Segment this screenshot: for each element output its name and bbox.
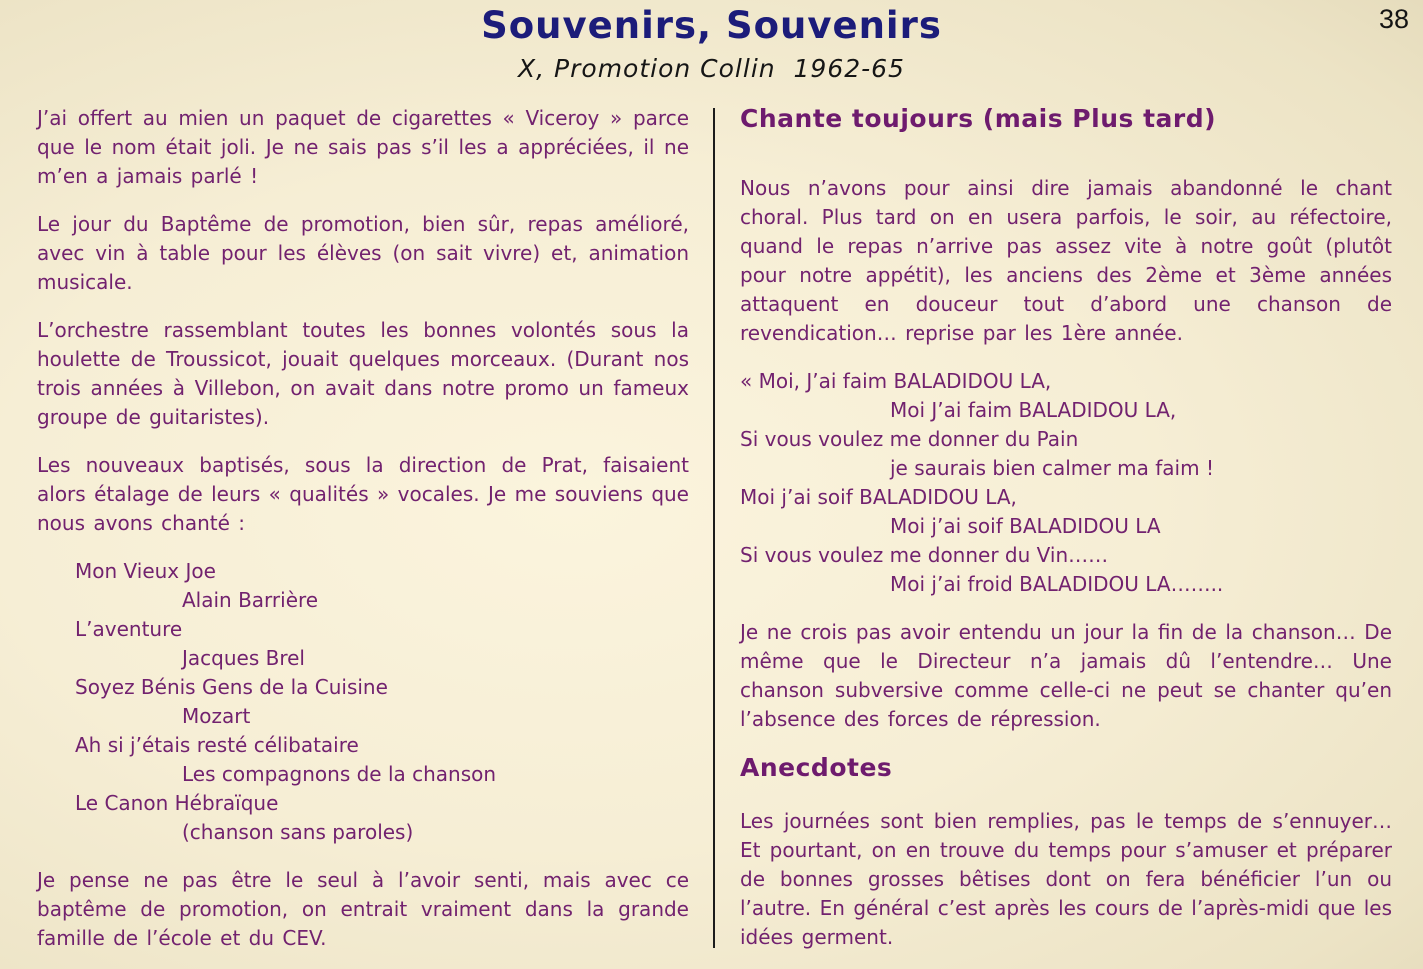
lyric-line: Moi J’ai faim BALADIDOU LA, (890, 398, 1177, 422)
page-title: Souvenirs, Souvenirs (481, 4, 942, 47)
section-heading-anecdotes: Anecdotes (740, 753, 893, 782)
page-number: 38 (1378, 4, 1409, 34)
song-lyrics (740, 367, 1392, 599)
paragraph-orchestre: L’orchestre rassemblant toutes les bonnes volontés sous la houlette de Troussicot, jouait quelques morceaux. (Durant nos trois années à Villebon, on avait dans notre promo un fameux groupe de guitaristes). (37, 318, 689, 429)
paragraph-nouveaux-baptises: Les nouveaux baptisés, sous la direction de Prat, faisaient alors étalage de leurs « qualités » vocales. Je me souviens que nous avons chanté : (37, 453, 689, 535)
song-title: Mon Vieux Joe (75, 559, 216, 583)
paragraph-bapteme: Le jour du Baptême de promotion, bien sûr, repas amélioré, avec vin à table pour les élèves (on sait vivre) et, animation musicale. (37, 212, 689, 294)
paragraph-journees: Les journées sont bien remplies, pas le temps de s’ennuyer… Et pourtant, on en trouve du temps pour s’amuser et préparer de bonnes grosses bêtises dont on fera bénéficier l’un ou l’autre. En général c’est après les cours de l’après-midi que les idées germent. (740, 809, 1392, 949)
paragraph-fin-chanson: Je ne crois pas avoir entendu un jour la fin de la chanson… De même que le Directeur n’a jamais dû l’entendre… Une chanson subversive comme celle-ci ne peut se chanter qu’en l’absence des forces de répression. (740, 620, 1392, 731)
paragraph-cigarettes: J’ai offert au mien un paquet de cigarettes « Viceroy » parce que le nom était joli. Je ne sais pas s’il les a appréciées, il ne m’en a jamais parlé ! (37, 106, 689, 188)
lyric-line: « Moi, J’ai faim BALADIDOU LA, (740, 369, 1052, 393)
lyric-line: je saurais bien calmer ma faim ! (890, 456, 1214, 480)
song-title: Ah si j’étais resté célibataire (75, 733, 359, 757)
lyric-line: Si vous voulez me donner du Vin…… (740, 543, 1109, 567)
lyric-line: Moi j’ai soif BALADIDOU LA (890, 514, 1161, 538)
song-title: Le Canon Hébraïque (75, 791, 279, 815)
column-divider (713, 108, 715, 948)
song-list (37, 557, 689, 847)
paragraph-chant-choral: Nous n’avons pour ainsi dire jamais abandonné le chant choral. Plus tard on en usera parfois, le soir, au réfectoire, quand le repas n’arrive pas assez vite à notre goût (plutôt pour notre appétit), les anciens des 2ème et 3ème années attaquent en douceur tout d’abord une chanson de revendication… reprise par les 1ère année. (740, 176, 1392, 345)
song-artist: (chanson sans paroles) (182, 820, 414, 844)
song-artist: Les compagnons de la chanson (182, 762, 497, 786)
lyric-line: Si vous voulez me donner du Pain (740, 427, 1079, 451)
page-subtitle: X, Promotion Collin 1962-65 (518, 54, 905, 83)
lyric-line: Moi j’ai froid BALADIDOU LA…….. (890, 572, 1224, 596)
section-heading-chante-toujours: Chante toujours (mais Plus tard) (740, 104, 1217, 133)
song-title: L’aventure (75, 617, 183, 641)
right-column (740, 104, 1392, 969)
song-artist: Mozart (182, 704, 251, 728)
lyric-line: Moi j’ai soif BALADIDOU LA, (740, 485, 1017, 509)
paragraph-closing: Je pense ne pas être le seul à l’avoir senti, mais avec ce baptême de promotion, on entrait vraiment dans la grande famille de l’école et du CEV. (37, 868, 689, 950)
song-artist: Alain Barrière (182, 588, 319, 612)
left-column (37, 104, 689, 969)
song-artist: Jacques Brel (182, 646, 305, 670)
song-title: Soyez Bénis Gens de la Cuisine (75, 675, 388, 699)
